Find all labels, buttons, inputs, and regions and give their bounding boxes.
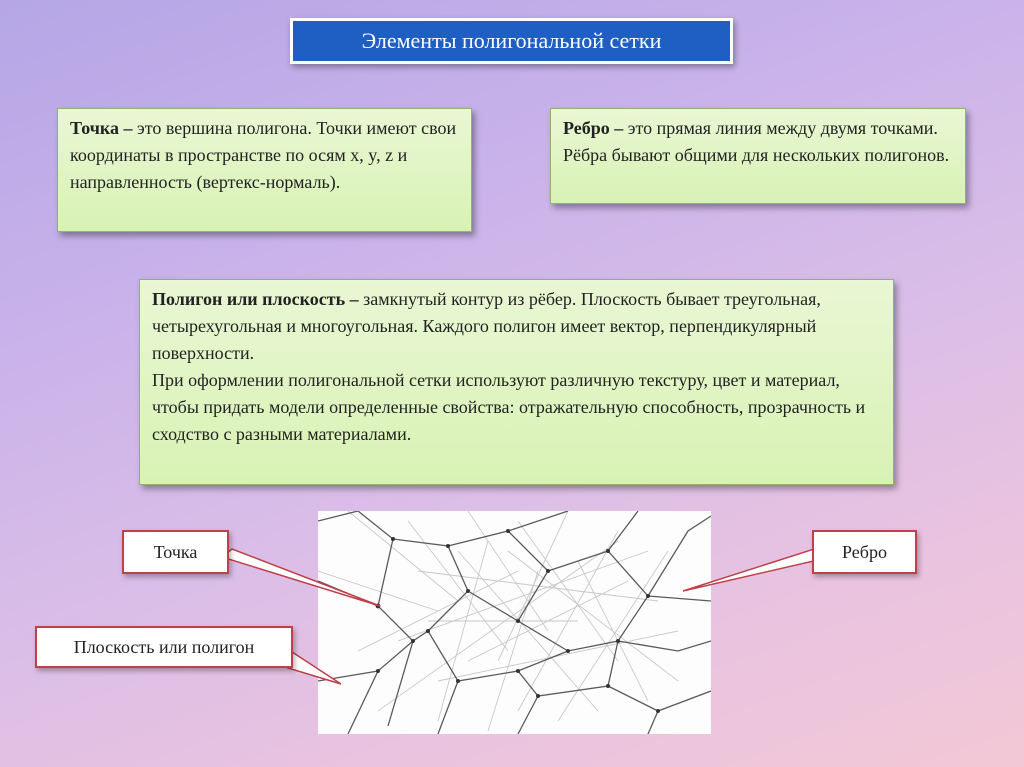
mesh-material-description: При оформлении полигональной сетки используют различную текстуру, цвет и материал, чтобы придать модели определенные свойства: отражательную способность, прозрачность и сходство с разными материалами. <box>152 370 866 444</box>
edge-description: это прямая линия между двумя точками. Рёбра бывают общими для нескольких полигонов. <box>563 118 950 165</box>
slide-title <box>290 18 733 64</box>
point-definition-card <box>57 108 472 232</box>
polygon-definition-card <box>139 279 894 485</box>
point-term: Точка – <box>70 118 133 138</box>
edge-label <box>812 530 917 574</box>
polygon-mesh-image <box>318 511 711 734</box>
slide-title-text: Элементы полигональной сетки <box>361 28 662 53</box>
plane-label <box>35 626 293 668</box>
plane-label-text: Плоскость или полигон <box>73 636 255 657</box>
edge-term: Ребро – <box>563 118 624 138</box>
edge-definition-card <box>550 108 966 204</box>
point-description: это вершина полигона. Точки имеют свои координаты в пространстве по осям x, y, z и направленность (вертекс-нормаль). <box>70 118 457 192</box>
point-label-text: Точка <box>153 541 198 562</box>
point-label <box>122 530 229 574</box>
edge-label-text: Ребро <box>842 541 887 562</box>
polygon-description: замкнутый контур из рёбер. Плоскость бывает треугольная, четырехугольная и многоугольная. Каждого полигон имеет вектор, перпендикулярный поверхности. <box>152 289 821 363</box>
polygon-term: Полигон или плоскость – <box>152 289 359 309</box>
